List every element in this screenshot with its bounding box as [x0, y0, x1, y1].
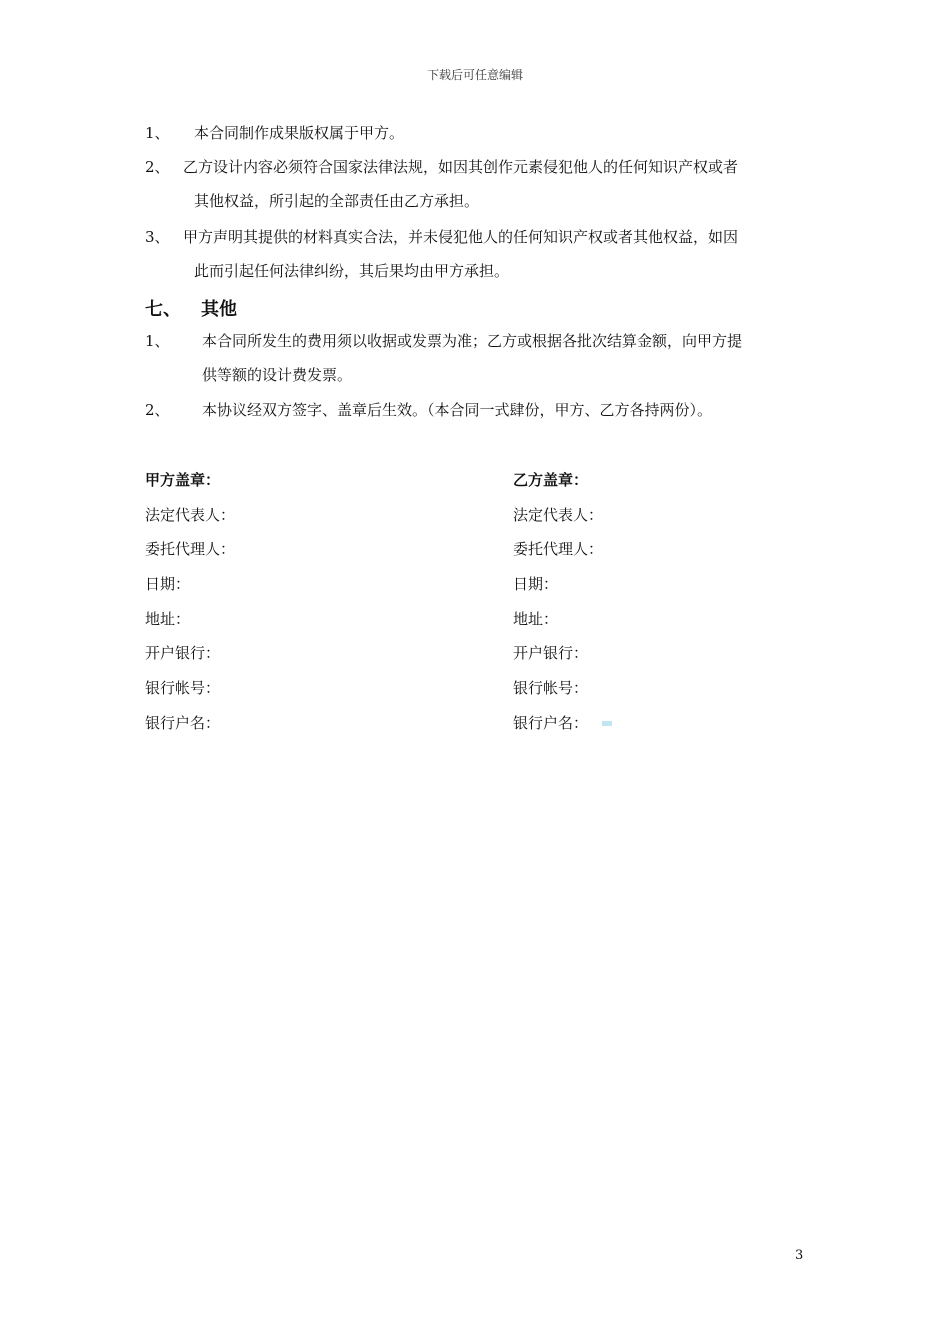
section-title: 其他: [201, 299, 237, 320]
party-b-agent: 委托代理人：: [513, 540, 604, 559]
party-b-seal-label: 乙方盖章：: [513, 471, 589, 489]
party-b-signature-block: [513, 463, 612, 741]
clause-7-2: [145, 393, 805, 427]
page-number: 3: [795, 1248, 804, 1263]
party-b-account-name-row: [513, 706, 612, 741]
party-b-bank: 开户银行：: [513, 644, 589, 663]
clause-text: 本协议经双方签字、盖章后生效。（本合同一式肆份，甲方、乙方各持两份）。: [202, 401, 713, 419]
party-a-seal-label: 甲方盖章：: [145, 471, 221, 489]
party-b-address: 地址：: [513, 609, 559, 628]
clause-number: 3、: [145, 228, 170, 246]
clause-6-1: [145, 116, 805, 150]
clause-number: 2、: [145, 158, 170, 176]
party-a-signature-block: [145, 463, 235, 741]
party-a-address: 地址：: [145, 609, 191, 628]
clause-text: 本合同所发生的费用须以收据或发票为准；乙方或根据各批次结算金额，向甲方提: [202, 332, 743, 350]
party-a-legal-rep: 法定代表人：: [145, 505, 236, 524]
clause-text: 甲方声明其提供的材料真实合法，并未侵犯他人的任何知识产权或者其他权益，如因: [183, 228, 739, 246]
section-number: 七、: [145, 299, 181, 320]
clause-7-1: [145, 324, 805, 392]
clause-number: 2、: [145, 401, 170, 419]
clause-number: 1、: [145, 332, 170, 350]
cursor-highlight-mark: [602, 721, 612, 726]
section-heading-seven: [145, 295, 237, 321]
clause-number: 1、: [145, 124, 170, 142]
clause-6-2: [145, 150, 805, 218]
party-b-account-name: 银行户名：: [513, 713, 589, 732]
clause-text-continued: 此而引起任何法律纠纷，其后果均由甲方承担。: [194, 262, 510, 280]
party-a-account-number: 银行帐号：: [145, 679, 221, 698]
party-b-legal-rep: 法定代表人：: [513, 505, 604, 524]
party-a-bank: 开户银行：: [145, 644, 221, 663]
party-a-account-name: 银行户名：: [145, 713, 221, 732]
party-b-account-number: 银行帐号：: [513, 679, 589, 698]
page-header: 下载后可任意编辑: [426, 68, 523, 82]
clause-text-continued: 其他权益，所引起的全部责任由乙方承担。: [194, 192, 480, 210]
clause-text: 乙方设计内容必须符合国家法律法规，如因其创作元素侵犯他人的任何知识产权或者: [183, 158, 739, 176]
clause-6-3: [145, 220, 805, 288]
party-a-date: 日期：: [145, 575, 191, 594]
clause-text-continued: 供等额的设计费发票。: [202, 366, 353, 384]
party-b-date: 日期：: [513, 575, 559, 594]
clause-text: 本合同制作成果版权属于甲方。: [194, 124, 405, 142]
party-a-agent: 委托代理人：: [145, 540, 236, 559]
